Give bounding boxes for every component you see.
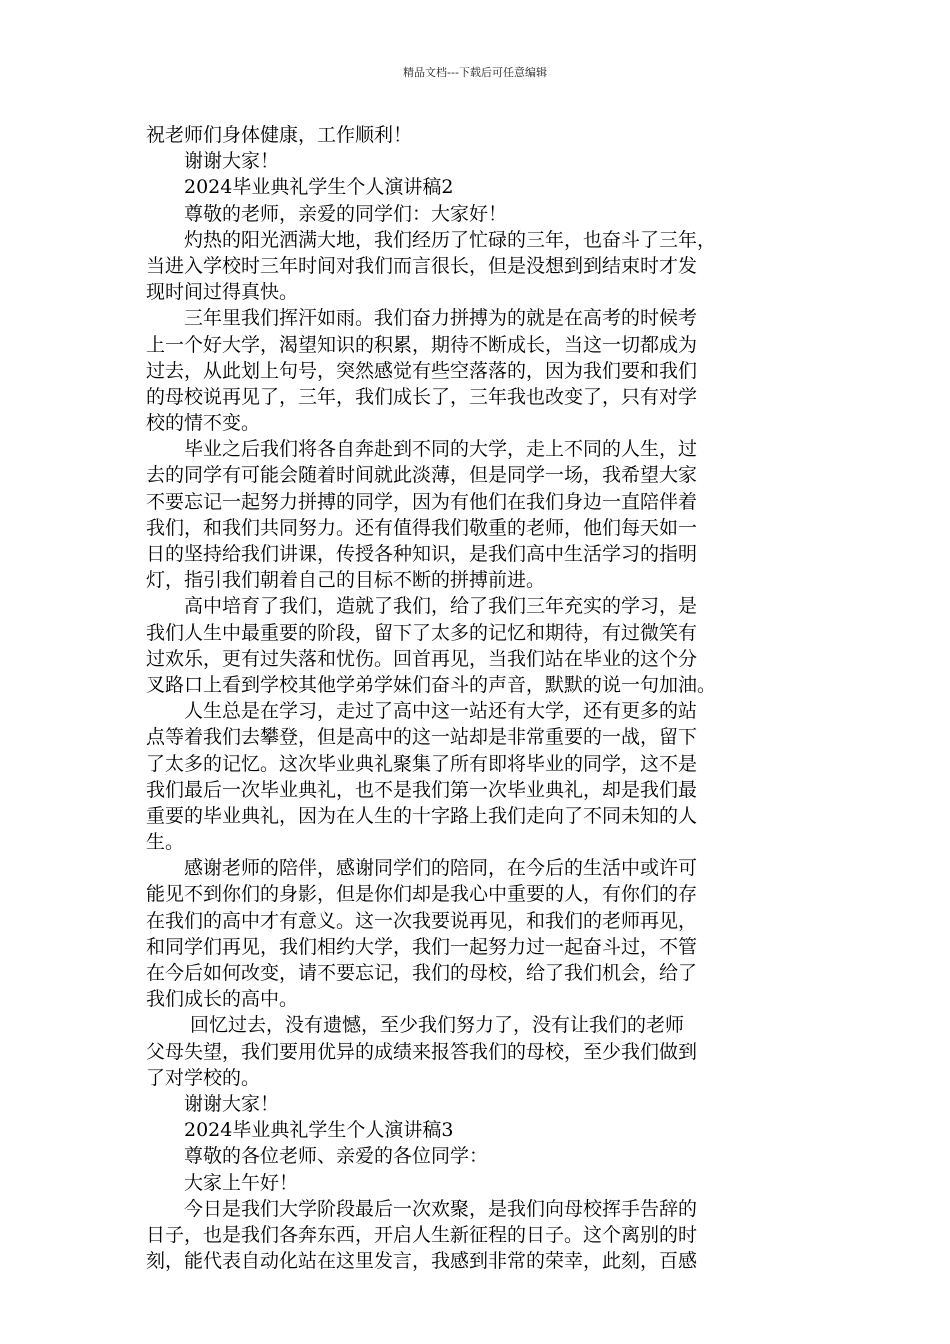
text-line: 尊敬的各位老师、亲爱的各位同学： bbox=[146, 1145, 489, 1168]
text-line: 了对学校的。 bbox=[146, 1066, 261, 1089]
text-line: 尊敬的老师，亲爱的同学们：大家好！ bbox=[146, 202, 508, 225]
text-line: 了太多的记忆。这次毕业典礼聚集了所有即将毕业的同学，这不是 bbox=[146, 752, 698, 775]
text-line: 灼热的阳光洒满大地，我们经历了忙碌的三年，也奋斗了三年， bbox=[146, 228, 717, 251]
text-line: 毕业之后我们将各自奔赴到不同的大学，走上不同的人生，过 bbox=[146, 438, 698, 461]
text-line: 灯，指引我们朝着自己的目标不断的拼搏前进。 bbox=[146, 569, 546, 592]
text-line: 过欢乐，更有过失落和忧伤。回首再见，当我们站在毕业的这个分 bbox=[146, 647, 698, 670]
text-line: 过去，从此划上句号，突然感觉有些空落落的，因为我们要和我们 bbox=[146, 359, 698, 382]
text-line: 高中培育了我们，造就了我们，给了我们三年充实的学习，是 bbox=[146, 595, 698, 618]
text-line: 日的坚持给我们讲课，传授各种知识，是我们高中生活学习的指明 bbox=[146, 543, 698, 565]
text-line: 能见不到你们的身影，但是你们却是我心中重要的人，有你们的存 bbox=[146, 883, 698, 906]
text-line: 校的情不变。 bbox=[146, 412, 261, 435]
page-header: 精品文档---下载后可任意编辑 bbox=[403, 66, 547, 79]
text-line: 叉路口上看到学校其他学弟学妹们奋斗的声音，默默的说一句加油。 bbox=[146, 673, 717, 696]
text-line: 2024毕业典礼学生个人演讲稿2 bbox=[146, 176, 454, 199]
text-line: 当进入学校时三年时间对我们而言很长，但是没想到到结束时才发 bbox=[146, 254, 698, 277]
text-line: 不要忘记一起努力拼搏的同学，因为有他们在我们身边一直陪伴着 bbox=[146, 490, 698, 513]
text-line: 在今后如何改变，请不要忘记，我们的母校，给了我们机会，给了 bbox=[146, 962, 698, 984]
text-line: 2024毕业典礼学生个人演讲稿3 bbox=[146, 1119, 454, 1142]
text-line: 去的同学有可能会随着时间就此淡薄，但是同学一场，我希望大家 bbox=[146, 464, 698, 487]
text-line: 我们最后一次毕业典礼，也不是我们第一次毕业典礼，却是我们最 bbox=[146, 778, 698, 801]
text-line: 感谢老师的陪伴，感谢同学们的陪同，在今后的生活中或许可 bbox=[146, 857, 698, 880]
text-line: 谢谢大家！ bbox=[146, 150, 280, 173]
text-line: 的母校说再见了，三年，我们成长了，三年我也改变了，只有对学 bbox=[146, 385, 698, 408]
text-line: 现时间过得真快。 bbox=[146, 281, 299, 304]
text-line: 我们人生中最重要的阶段，留下了太多的记忆和期待，有过微笑有 bbox=[146, 621, 698, 644]
text-line: 点等着我们去攀登，但是高中的这一站却是非常重要的一战，留下 bbox=[146, 726, 698, 749]
text-line: 我们成长的高中。 bbox=[146, 988, 299, 1011]
document-body bbox=[146, 122, 816, 1274]
text-line: 重要的毕业典礼，因为在人生的十字路上我们走向了不同未知的人 bbox=[146, 804, 698, 827]
text-line: 生。 bbox=[146, 831, 185, 854]
text-line: 刻，能代表自动化站在这里发言，我感到非常的荣幸，此刻，百感 bbox=[146, 1250, 698, 1273]
text-line: 我们，和我们共同努力。还有值得我们敬重的老师，他们每天如一 bbox=[146, 516, 698, 539]
text-line: 三年里我们挥汗如雨。我们奋力拼搏为的就是在高考的时候考 bbox=[146, 307, 698, 330]
text-line: 父母失望，我们要用优异的成绩来报答我们的母校，至少我们做到 bbox=[146, 1040, 698, 1063]
text-line: 祝老师们身体健康，工作顺利！ bbox=[146, 124, 413, 146]
text-line: 日子，也是我们各奔东西，开启人生新征程的日子。这个离别的时 bbox=[146, 1223, 698, 1246]
text-line: 今日是我们大学阶段最后一次欢聚，是我们向母校挥手告辞的 bbox=[146, 1197, 698, 1220]
text-line: 在我们的高中才有意义。这一次我要说再见，和我们的老师再见， bbox=[146, 909, 698, 932]
text-line: 上一个好大学，渴望知识的积累，期待不断成长，当这一切都成为 bbox=[146, 333, 698, 356]
text-line: 人生总是在学习，走过了高中这一站还有大学，还有更多的站 bbox=[146, 700, 698, 723]
text-line: 大家上午好！ bbox=[146, 1171, 299, 1194]
text-line: 回忆过去，没有遗憾，至少我们努力了，没有让我们的老师 bbox=[146, 1014, 685, 1037]
text-line: 和同学们再见，我们相约大学，我们一起努力过一起奋斗过，不管 bbox=[146, 935, 698, 958]
text-line: 谢谢大家！ bbox=[146, 1092, 280, 1115]
